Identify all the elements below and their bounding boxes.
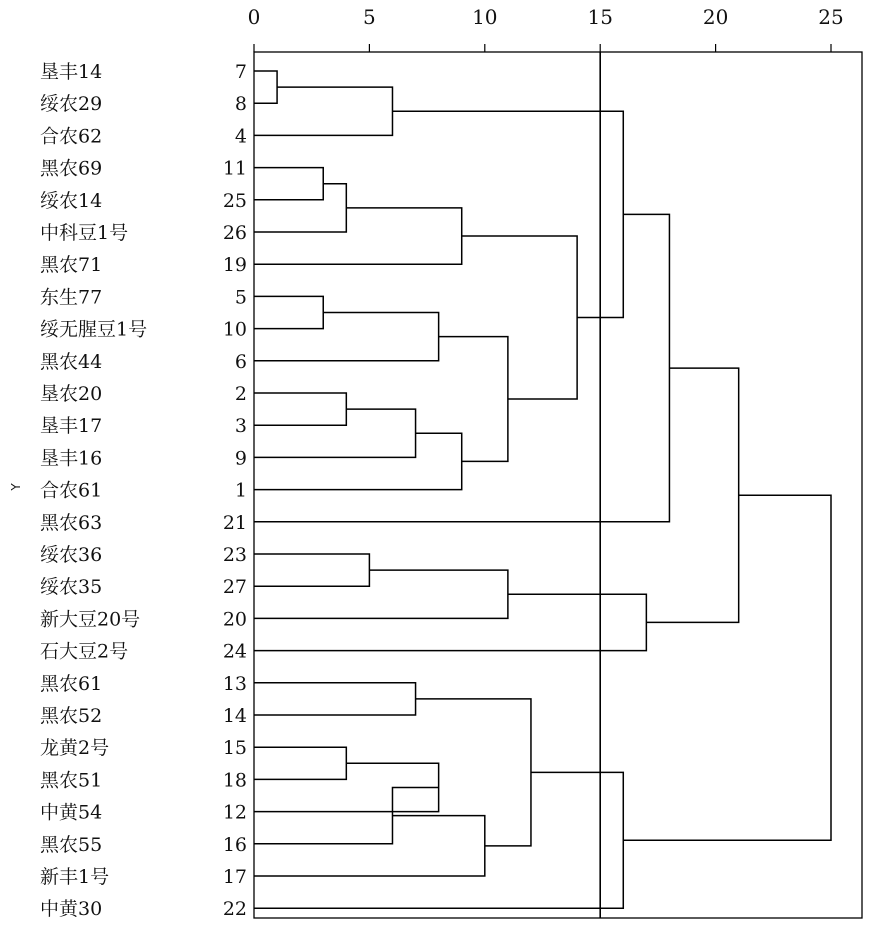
leaf-name: 黑农44 [40, 350, 103, 373]
leaf-id: 14 [222, 705, 247, 727]
leaf-id: 2 [234, 383, 247, 405]
cluster-link [254, 393, 346, 425]
leaf-id: 19 [222, 254, 247, 277]
cluster-link [254, 168, 323, 200]
leaf-name: 新大豆20号 [40, 608, 141, 631]
cluster-link [254, 570, 508, 618]
leaf-id: 12 [222, 801, 247, 824]
leaf-id: 20 [222, 608, 247, 631]
leaf-id: 5 [234, 286, 247, 309]
x-tick-label: 15 [587, 5, 613, 29]
cluster-link [254, 816, 485, 876]
cluster-link [439, 337, 508, 462]
leaf-name: 黑农55 [40, 833, 103, 856]
leaf-name: 中科豆1号 [40, 222, 129, 244]
leaf-name: 垦丰16 [40, 447, 103, 470]
leaf-id: 7 [234, 61, 247, 83]
cluster-link [646, 368, 738, 622]
leaf-name: 绥农36 [40, 544, 103, 566]
leaf-id: 1 [234, 479, 247, 502]
leaf-name: 新丰1号 [40, 866, 110, 888]
cluster-link [254, 184, 346, 232]
cluster-link [254, 71, 277, 103]
x-tick-label: 10 [472, 5, 498, 29]
cluster-link [623, 495, 831, 840]
cluster-link [254, 554, 369, 586]
leaf-id: 6 [234, 350, 247, 373]
leaf-name: 绥无腥豆1号 [40, 318, 148, 341]
cluster-link [462, 236, 577, 399]
leaf-id: 4 [234, 125, 247, 148]
leaf-id: 25 [222, 189, 247, 212]
leaf-name: 黑农61 [40, 672, 103, 695]
leaf-name: 黑农71 [40, 254, 103, 277]
leaf-name: 绥农14 [40, 189, 103, 212]
leaf-name: 龙黄2号 [40, 737, 110, 760]
leaf-name: 东生77 [40, 286, 103, 309]
x-axis [248, 5, 862, 918]
cluster-links [254, 71, 831, 908]
x-tick-label: 5 [363, 5, 376, 29]
cluster-link [254, 87, 392, 135]
leaf-name: 合农62 [40, 125, 103, 148]
leaf-name: 垦农20 [40, 383, 103, 405]
leaf-name: 黑农63 [40, 511, 103, 534]
leaf-name: 垦丰14 [40, 61, 103, 83]
leaf-id: 23 [222, 544, 247, 566]
leaf-id: 11 [222, 157, 247, 180]
leaf-id: 18 [222, 769, 247, 792]
leaf-name: 中黄30 [40, 898, 103, 921]
leaf-name: 垦丰17 [40, 415, 103, 438]
leaf-id: 26 [222, 222, 247, 244]
leaf-id: 16 [222, 833, 247, 856]
x-tick-label: 0 [247, 5, 261, 29]
cluster-link [254, 747, 346, 779]
cluster-link [254, 594, 646, 650]
cluster-link [416, 699, 531, 846]
leaf-name: 黑农52 [40, 705, 103, 727]
leaf-name: 绥农35 [40, 576, 103, 599]
leaf-id: 15 [222, 737, 247, 760]
leaf-name: 黑农69 [40, 157, 103, 180]
leaf-id: 3 [234, 415, 247, 438]
leaf-id: 13 [222, 672, 247, 695]
leaf-id: 22 [222, 898, 247, 921]
cluster-link [254, 208, 462, 264]
leaf-id: 17 [222, 866, 247, 888]
cluster-link [254, 683, 416, 715]
cluster-link [392, 111, 623, 317]
plot-frame [254, 52, 862, 918]
cluster-link [254, 409, 416, 457]
leaf-id: 21 [222, 511, 247, 534]
leaf-id: 8 [234, 93, 247, 116]
cluster-link [254, 433, 462, 489]
x-tick-label: 25 [818, 5, 844, 29]
leaf-name: 绥农29 [40, 93, 103, 116]
cluster-link [254, 313, 439, 361]
leaf-id: 24 [222, 640, 247, 663]
leaf-id: 27 [222, 576, 247, 599]
leaf-name: 合农61 [40, 479, 103, 502]
leaf-labels [40, 61, 247, 920]
y-axis-label: Y [9, 483, 23, 491]
leaf-name: 黑农51 [40, 769, 103, 792]
leaf-name: 石大豆2号 [40, 640, 129, 663]
leaf-name: 中黄54 [40, 801, 103, 824]
cluster-link [254, 296, 323, 328]
x-tick-label: 20 [702, 5, 729, 29]
leaf-id: 10 [222, 318, 247, 341]
leaf-id: 9 [234, 447, 247, 470]
